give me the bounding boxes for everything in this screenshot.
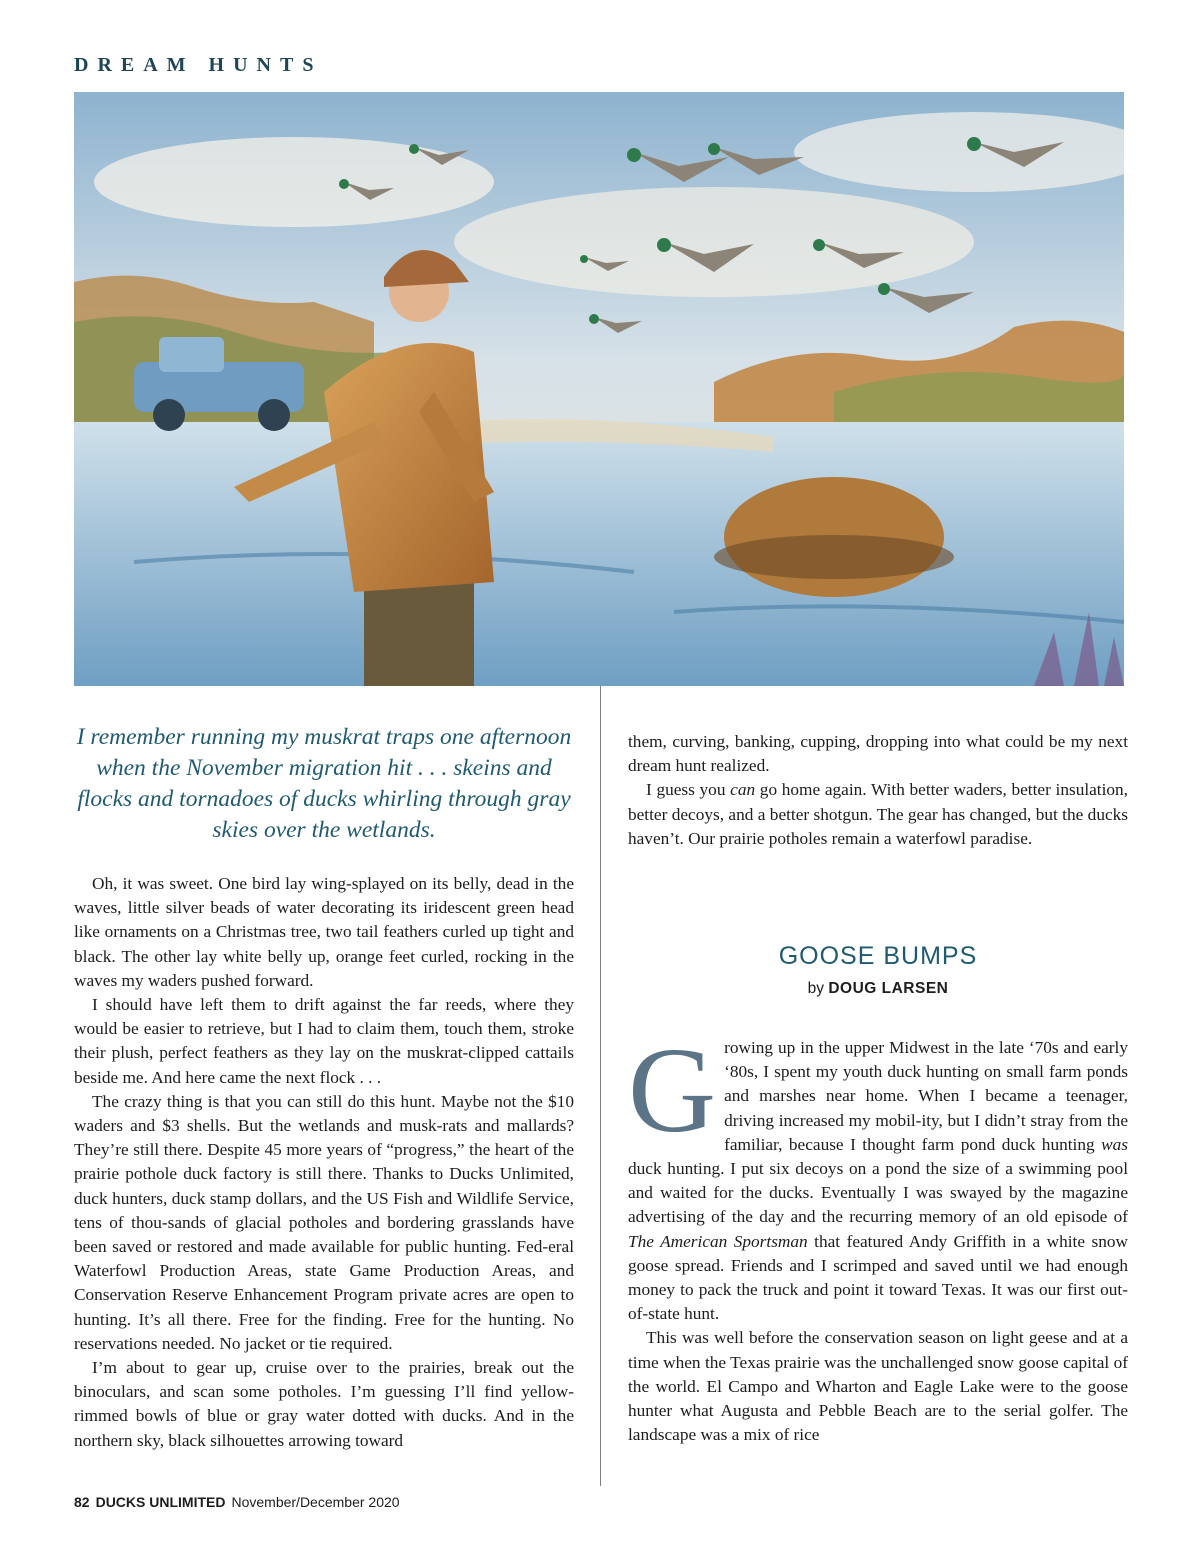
paragraph: This was well before the conservation season on light geese and at a time when the Texas prairie was the unchallenged snow goose capital of the world. El Campo and Wharton and Eagle Lake were to the goose hunter what Augusta and Pebble Beach are to the serial golfer. The landscape was a mix of rice	[628, 1328, 1128, 1445]
magazine-name: DUCKS UNLIMITED	[95, 1494, 226, 1510]
paragraph: The crazy thing is that you can still do this hunt. Maybe not the $10 waders and $3 shells. But the wetlands and musk-rats and mallards? They’re still there. Despite 45 more years of “progress,” the heart of the prairie pothole duck factory is still there. Thanks to Ducks Unlimited, duck hunters, duck stamp dollars, and the US Fish and Wildlife Service, tens of thou-sands of glacial potholes and bordering grasslands have been saved or restored and made available for public hunting. Fed-eral Waterfowl Production Areas, state Game Production Areas, and Conservation Reserve Enhancement Program private acres are open to hunting. It’s all there. Free for the finding. Free for the hunting. No reservations needed. No jacket or tie required.	[74, 1091, 574, 1353]
text-run: duck hunting. I put six decoys on a pond the size of a swimming pool and waited for the ducks. Eventually I was swayed by the magazine advertising of the day and the recurring memory of an old episode of	[628, 1159, 1128, 1227]
paragraph: Oh, it was sweet. One bird lay wing-splayed on its belly, dead in the waves, little silver beads of water decorating its iridescent green head like ornaments on a Christmas tree, two tail feathers curled up tight and black. The other lay white belly up, orange feet curled, rocking in the waves my waders pushed forward.	[74, 874, 574, 990]
text-run: rowing up in the upper Midwest in the late ‘70s and early ‘80s, I spent my youth duck hunting on small farm ponds and marshes near home. When I became a teenager, driving increased my mobil-ity, but I didn’t stray from the familiar, because I thought farm pond duck hunting	[724, 1038, 1128, 1154]
emphasis: was	[1101, 1134, 1128, 1154]
section-label: DREAM HUNTS	[74, 54, 323, 76]
left-column	[74, 872, 574, 1453]
emphasis: can	[730, 780, 756, 800]
right-column-top	[628, 730, 1128, 851]
text-run: go home again. With better waders, better insulation, better decoys, and a better shotgun. The gear has changed, but the ducks haven’t. Our prairie potholes remain a waterfowl paradise.	[628, 780, 1129, 848]
drop-cap: G	[628, 1023, 717, 1158]
paragraph: I should have left them to drift against the far reeds, where they would be easier to retrieve, but I had to claim them, touch them, stroke their plush, perfect feathers as they lay on the muskrat-clipped cattails beside me. And here came the next flock . . .	[74, 995, 574, 1087]
watercolor-painting	[74, 92, 1124, 686]
paragraph	[628, 1023, 1128, 1326]
paragraph: them, curving, banking, cupping, dropping into what could be my next dream hunt realized.	[628, 732, 1128, 776]
text-run: that featured Andy Griffith in a white snow goose spread. Friends and I scrimped and saved until we had enough money to pack the truck and point it toward Texas. It was our first out-of-state hunt.	[628, 1231, 1128, 1324]
text-run: I guess you	[646, 780, 731, 800]
author-name: DOUG LARSEN	[828, 980, 949, 997]
paragraph: I’m about to gear up, cruise over to the prairies, break out the binoculars, and scan some potholes. I’m guessing I’ll find yellow-rimmed bowls of blue or gray water dotted with ducks. And in the northern sky, black silhouettes arrowing toward	[74, 1358, 574, 1450]
article-title: GOOSE BUMPS	[778, 942, 978, 970]
byline-prefix: by	[807, 980, 824, 997]
byline	[628, 980, 1128, 998]
article-body	[628, 1023, 1128, 1447]
page-number: 82	[74, 1494, 90, 1510]
column-divider	[600, 686, 601, 1486]
issue-date: November/December 2020	[231, 1494, 400, 1510]
show-title: The American Sportsman	[628, 1231, 808, 1251]
pull-quote: I remember running my muskrat traps one afternoon when the November migration hit . . . skeins and flocks and tornadoes of ducks whirling through gray skies over the wetlands.	[76, 724, 572, 843]
paragraph	[628, 778, 1128, 851]
hero-illustration	[74, 92, 1124, 686]
page-footer	[74, 1494, 400, 1510]
